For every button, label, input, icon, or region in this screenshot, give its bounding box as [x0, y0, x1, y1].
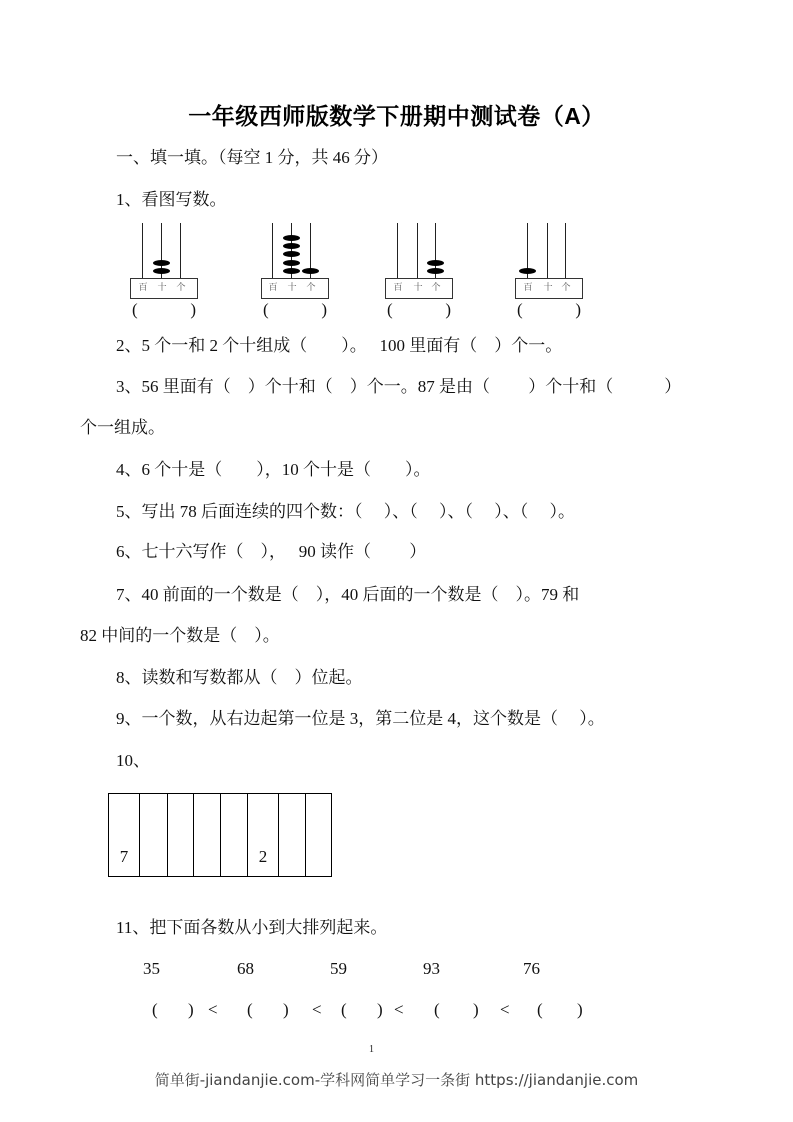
number-item: 76 — [523, 959, 540, 978]
hundreds-rod — [142, 223, 143, 278]
place-label-hundreds: 百 — [268, 283, 278, 293]
question-3-line-2: 个一组成。 — [80, 418, 165, 437]
ones-bead — [427, 260, 444, 266]
place-label-tens: 十 — [543, 283, 553, 293]
hundreds-rod — [397, 223, 398, 278]
question-10-label: 10、 — [116, 751, 150, 770]
place-label-ones: 个 — [431, 283, 441, 293]
question-7-line-1: 7、40 前面的一个数是（ ），40 后面的一个数是（ ）。79 和 — [116, 585, 580, 604]
digit-cell — [279, 794, 306, 876]
digit-cell — [248, 794, 279, 876]
place-label-ones: 个 — [306, 283, 316, 293]
answer-close-paren: ) — [575, 300, 581, 319]
abacus-base — [130, 278, 198, 299]
number-item: 93 — [423, 959, 440, 978]
ones-bead — [302, 268, 319, 274]
place-label-tens: 十 — [413, 283, 423, 293]
tens-rod — [417, 223, 418, 278]
abacus-1 — [130, 223, 198, 319]
question-11: 11、把下面各数从小到大排列起来。 — [116, 918, 388, 937]
question-8: 8、读数和写数都从（ ）位起。 — [116, 668, 363, 687]
tens-bead — [153, 260, 170, 266]
answer-close-paren: ) — [321, 300, 327, 319]
place-label-ones: 个 — [176, 283, 186, 293]
question-5: 5、写出 78 后面连续的四个数：（ ）、（ ）、（ ）、（ ）。 — [116, 502, 575, 521]
digit-cell — [140, 794, 168, 876]
answer-open-paren: ( — [263, 300, 269, 319]
question-7-line-2: 82 中间的一个数是（ ）。 — [80, 626, 280, 645]
tens-bead — [283, 235, 300, 241]
answer-close-paren: ) — [188, 1000, 194, 1019]
tens-bead — [283, 268, 300, 274]
digit-cell — [109, 794, 140, 876]
number-item: 68 — [237, 959, 254, 978]
question-3-line-1: 3、56 里面有（ ）个十和（ ）个一。87 是由（ ）个十和（ ） — [116, 377, 682, 396]
place-label-hundreds: 百 — [393, 283, 403, 293]
answer-close-paren: ) — [190, 300, 196, 319]
digit-cell — [168, 794, 194, 876]
abacus-base — [515, 278, 583, 299]
less-than-sign: < — [208, 1000, 218, 1019]
question-1: 1、看图写数。 — [116, 190, 227, 209]
digit-cell — [194, 794, 221, 876]
digit-cell-value: 2 — [258, 847, 268, 866]
place-label-ones: 个 — [561, 283, 571, 293]
less-than-sign: < — [394, 1000, 404, 1019]
answer-open-paren: ( — [341, 1000, 347, 1019]
digit-table — [108, 793, 332, 877]
place-label-hundreds: 百 — [138, 283, 148, 293]
digit-cell — [221, 794, 248, 876]
answer-open-paren: ( — [387, 300, 393, 319]
ones-bead — [427, 268, 444, 274]
place-label-hundreds: 百 — [523, 283, 533, 293]
ones-rod — [180, 223, 181, 278]
ones-rod — [565, 223, 566, 278]
question-6: 6、七十六写作（ ）， 90 读作（ ） — [116, 542, 427, 561]
digit-cell-value: 7 — [119, 847, 129, 866]
answer-close-paren: ) — [445, 300, 451, 319]
tens-bead — [283, 243, 300, 249]
abacus-4 — [515, 223, 583, 319]
less-than-sign: < — [500, 1000, 510, 1019]
tens-bead — [153, 268, 170, 274]
answer-open-paren: ( — [247, 1000, 253, 1019]
page-title: 一年级西师版数学下册期中测试卷（A） — [188, 103, 605, 129]
answer-close-paren: ) — [377, 1000, 383, 1019]
tens-bead — [283, 251, 300, 257]
footer-watermark: 简单街-jiandanjie.com-学科网简单学习一条街 https://jiandanjie.com — [154, 1071, 639, 1089]
question-9: 9、一个数，从右边起第一位是 3，第二位是 4，这个数是（ ）。 — [116, 709, 605, 728]
hundreds-bead — [519, 268, 536, 274]
tens-bead — [283, 260, 300, 266]
place-label-tens: 十 — [287, 283, 297, 293]
answer-close-paren: ) — [283, 1000, 289, 1019]
number-item: 59 — [330, 959, 347, 978]
abacus-2 — [261, 223, 329, 319]
answer-close-paren: ) — [577, 1000, 583, 1019]
digit-cell — [306, 794, 331, 876]
abacus-3 — [385, 223, 453, 319]
tens-rod — [547, 223, 548, 278]
answer-close-paren: ) — [473, 1000, 479, 1019]
section-heading: 一、填一填。（每空 1 分，共 46 分） — [116, 148, 388, 167]
abacus-base — [385, 278, 453, 299]
place-label-tens: 十 — [157, 283, 167, 293]
answer-open-paren: ( — [517, 300, 523, 319]
question-4: 4、6 个十是（ ），10 个十是（ ）。 — [116, 460, 431, 479]
number-item: 35 — [143, 959, 160, 978]
answer-open-paren: ( — [537, 1000, 543, 1019]
answer-open-paren: ( — [132, 300, 138, 319]
answer-open-paren: ( — [434, 1000, 440, 1019]
answer-open-paren: ( — [152, 1000, 158, 1019]
question-2: 2、5 个一和 2 个十组成（ ）。 100 里面有（ ）个一。 — [116, 336, 563, 355]
hundreds-rod — [272, 223, 273, 278]
less-than-sign: < — [312, 1000, 322, 1019]
abacus-base — [261, 278, 329, 299]
page-number: 1 — [369, 1044, 374, 1055]
